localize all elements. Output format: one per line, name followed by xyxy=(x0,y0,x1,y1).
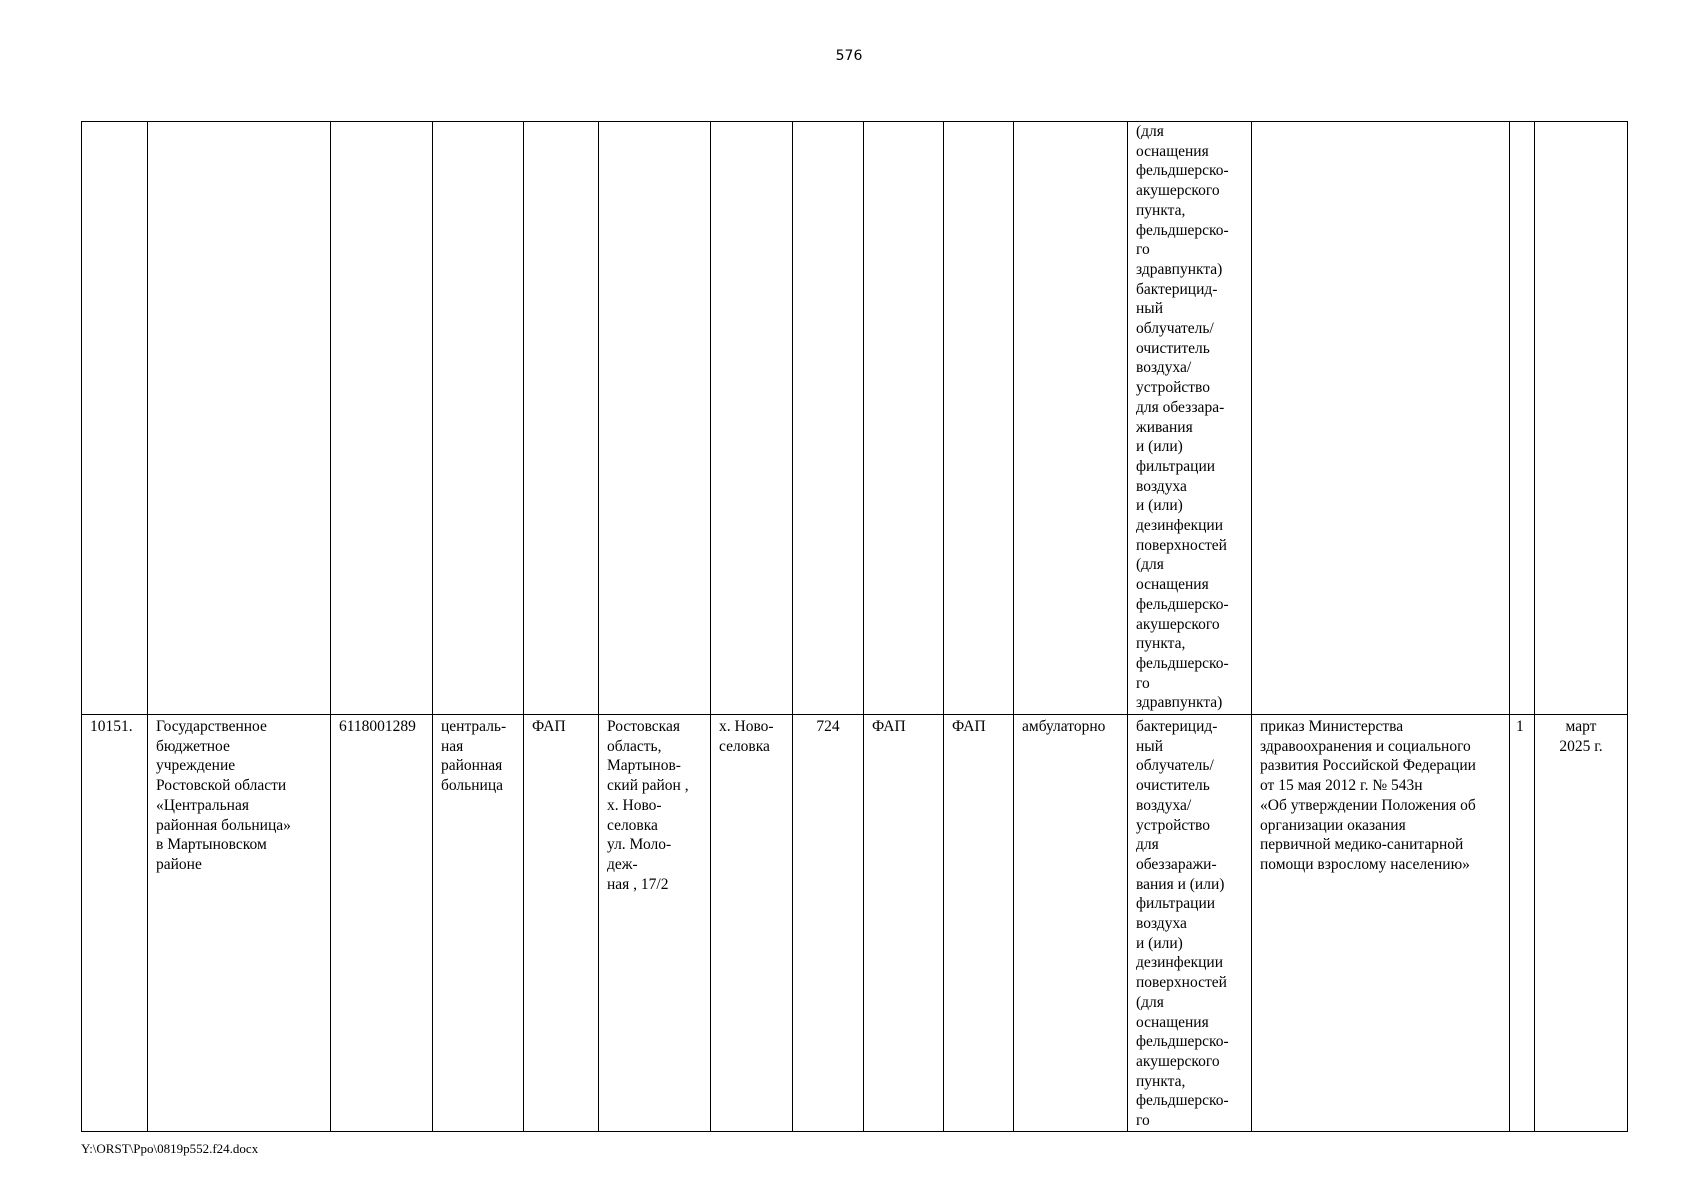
record-row xyxy=(82,715,1628,1132)
cell-unit-type-2 xyxy=(864,122,944,715)
cell-quantity xyxy=(1510,122,1535,715)
cell-inn xyxy=(331,122,433,715)
unit-type-2-value: ФАП xyxy=(872,718,906,735)
quantity-value: 1 xyxy=(1516,718,1524,735)
cell-deadline xyxy=(1535,715,1628,1132)
cell-equipment xyxy=(1128,122,1252,715)
page-number: 576 xyxy=(835,48,863,64)
cell-settlement xyxy=(711,715,793,1132)
cell-unit-type xyxy=(524,715,599,1132)
regulation-text: приказ Министерства здравоохранения и социального развития Российской Федерации от 15 мая 2012 г. № 543н «Об утверждении Положения об организации оказания первичной медико-санитарной помощи взрослому населению» xyxy=(1260,718,1476,873)
inn-value: 6118001289 xyxy=(339,718,416,735)
cell-org-type xyxy=(433,715,524,1132)
population-value: 724 xyxy=(816,718,840,735)
cell-number xyxy=(82,715,148,1132)
cell-deadline xyxy=(1535,122,1628,715)
equipment-text: (для оснащения фельдшерско- акушерского пункта, фельдшерско- го здравпункта) бактерицид- ный облучатель/ очиститель воздуха/ устройство для обеззара- живания и (или) фильтрации воздуха и (или) дезинфекции поверхностей (для оснащения фельдшерско- акушерского пункта, фельдшерско- го здравпункта) xyxy=(1136,123,1229,712)
cell-inn xyxy=(331,715,433,1132)
cell-population xyxy=(793,122,864,715)
unit-type-value: ФАП xyxy=(532,718,566,735)
row-number: 10151. xyxy=(90,718,133,735)
cell-address xyxy=(599,122,711,715)
footer-file-path: Y:\ORST\Ppo\0819p552.f24.docx xyxy=(81,1141,259,1156)
cell-care-form xyxy=(1014,715,1128,1132)
address-value: Ростовская область, Мартынов- ский район , х. Ново- селовка ул. Моло- деж- ная , 17/2 xyxy=(607,718,689,893)
cell-population xyxy=(793,715,864,1132)
settlement-value: х. Ново- селовка xyxy=(719,718,774,755)
cell-equipment xyxy=(1128,715,1252,1132)
continuation-row xyxy=(82,122,1628,715)
cell-regulation xyxy=(1252,715,1510,1132)
cell-unit-type xyxy=(524,122,599,715)
cell-settlement xyxy=(711,122,793,715)
care-form-value: амбулаторно xyxy=(1022,718,1106,735)
cell-organization xyxy=(148,122,331,715)
cell-unit-type-3 xyxy=(944,122,1014,715)
organization-name: Государственное бюджетное учреждение Ростовской области «Центральная районная больница» в Мартыновском районе xyxy=(156,718,291,873)
cell-number xyxy=(82,122,148,715)
org-type-value: централь- ная районная больница xyxy=(441,718,507,795)
cell-unit-type-3 xyxy=(944,715,1014,1132)
cell-org-type xyxy=(433,122,524,715)
cell-address xyxy=(599,715,711,1132)
cell-unit-type-2 xyxy=(864,715,944,1132)
cell-regulation xyxy=(1252,122,1510,715)
unit-type-3-value: ФАП xyxy=(952,718,986,735)
cell-care-form xyxy=(1014,122,1128,715)
deadline-value: март 2025 г. xyxy=(1559,718,1603,755)
equipment-text: бактерицид- ный облучатель/ очиститель воздуха/ устройство для обеззаражи- вания и (или) фильтрации воздуха и (или) дезинфекции поверхностей (для оснащения фельдшерско- акушерского пункта, фельдшерско- го xyxy=(1136,718,1229,1130)
cell-quantity xyxy=(1510,715,1535,1132)
equipment-table xyxy=(81,121,1628,1132)
cell-organization xyxy=(148,715,331,1132)
